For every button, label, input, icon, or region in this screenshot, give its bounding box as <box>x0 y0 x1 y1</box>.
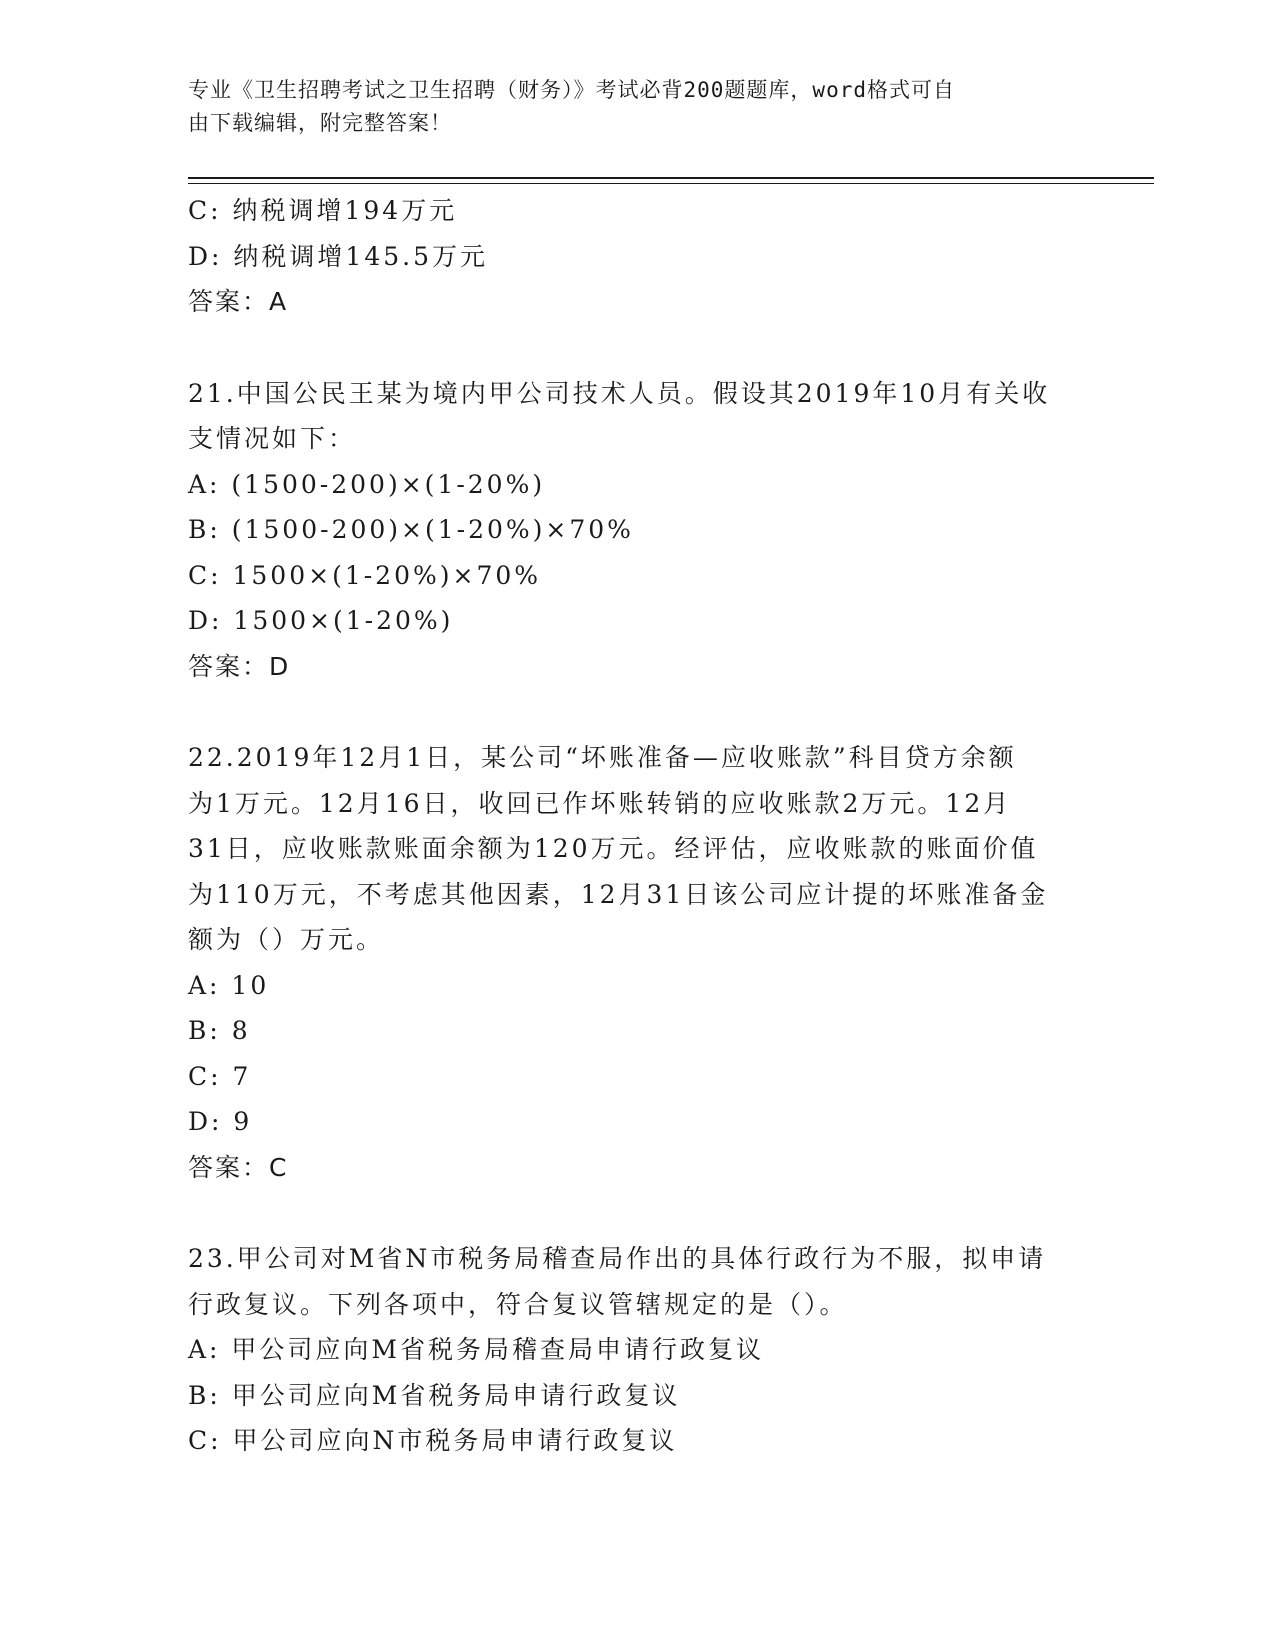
question-stem: 23.甲公司对M省N市税务局稽查局作出的具体行政行为不服，拟申请 <box>188 1244 1047 1273</box>
spacer <box>188 1190 1088 1236</box>
header-line-1: 专业《卫生招聘考试之卫生招聘（财务）》考试必背200题题库，word格式可自 <box>188 78 955 102</box>
option-d: D: 1500×(1-20%) <box>188 606 454 635</box>
previous-question-tail <box>188 188 1088 325</box>
question-stem: 21.中国公民王某为境内甲公司技术人员。假设其2019年10月有关收 <box>188 378 1051 408</box>
question-21 <box>188 371 1088 690</box>
option-d: D: 纳税调增145.5万元 <box>188 241 488 271</box>
header-divider-thin <box>188 183 1154 184</box>
question-stem: 额为（）万元。 <box>188 925 385 954</box>
question-22 <box>188 735 1088 1190</box>
option-a: A: 10 <box>188 970 270 1000</box>
option-b: B: 8 <box>188 1016 251 1045</box>
header-line-2: 由下载编辑，附完整答案！ <box>188 111 452 135</box>
question-stem: 为1万元。12月16日，收回已作坏账转销的应收账款2万元。12月 <box>188 788 1012 818</box>
question-stem: 支情况如下： <box>188 424 357 453</box>
question-stem: 31日，应收账款账面余额为120万元。经评估，应收账款的账面价值 <box>188 834 1039 863</box>
answer-line: 答案：A <box>188 287 289 316</box>
header-divider-thick <box>188 177 1154 179</box>
option-a: A: (1500-200)×(1-20%) <box>188 469 546 499</box>
option-c: C: 甲公司应向N市税务局申请行政复议 <box>188 1426 678 1455</box>
question-stem: 22.2019年12月1日，某公司“坏账准备—应收账款”科目贷方余额 <box>188 743 1017 772</box>
answer-line: 答案：C <box>188 1152 289 1182</box>
option-c: C: 1500×(1-20%)×70% <box>188 560 542 590</box>
option-c: C: 纳税调增194万元 <box>188 196 458 225</box>
option-b: B: 甲公司应向M省税务局申请行政复议 <box>188 1380 681 1410</box>
option-d: D: 9 <box>188 1107 253 1136</box>
document-body <box>188 188 1088 1464</box>
document-header <box>188 74 1068 140</box>
spacer <box>188 689 1088 735</box>
option-c: C: 7 <box>188 1061 252 1091</box>
question-23 <box>188 1236 1088 1464</box>
spacer <box>188 325 1088 371</box>
question-stem: 为110万元，不考虑其他因素，12月31日该公司应计提的坏账准备金 <box>188 879 1049 909</box>
answer-line: 答案：D <box>188 651 291 681</box>
question-stem: 行政复议。下列各项中，符合复议管辖规定的是（）。 <box>188 1289 848 1319</box>
option-b: B: (1500-200)×(1-20%)×70% <box>188 515 634 544</box>
option-a: A: 甲公司应向M省税务局稽查局申请行政复议 <box>188 1335 765 1364</box>
